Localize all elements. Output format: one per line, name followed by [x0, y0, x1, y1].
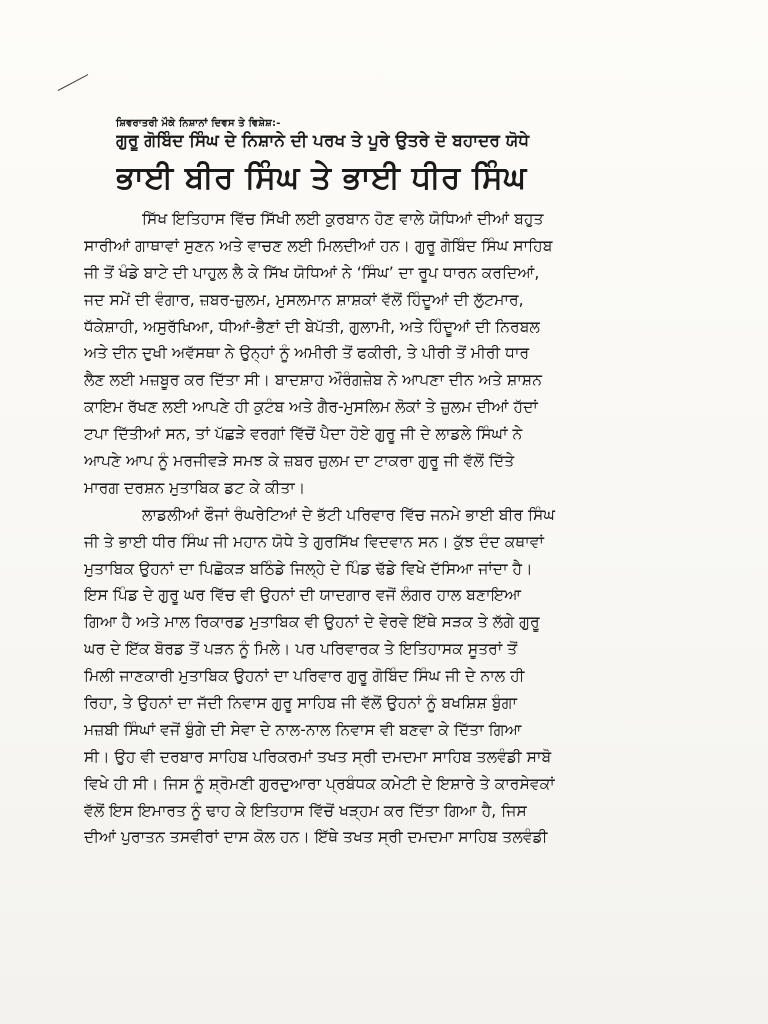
paragraph-line: ਮੁਤਾਬਿਕ ਉਹਨਾਂ ਦਾ ਪਿਛੋਕੜ ਬਠਿੰਡੇ ਜਿਲ੍ਹੇ ਦੇ ਪਿੰਡ ਢੱਡੇ ਵਿਖੇ ਦੱਸਿਆ ਜਾਂਦਾ ਹੈ।	[84, 559, 533, 578]
paragraph-line: ਲਾਡਲੀਆਂ ਫੌਜਾਂ ਰੰਘਰੇਟਿਆਂ ਦੇ ਭੱਟੀ ਪਰਿਵਾਰ ਵਿੱਚ ਜਨਮੇ ਭਾਈ ਬੀਰ ਸਿੰਘ	[142, 505, 555, 524]
paragraph-line: ਅਤੇ ਦੀਨ ਦੁਖੀ ਅਵੱਸਥਾ ਨੇ ਉਨ੍ਹਾਂ ਨੂੰ ਅਮੀਰੀ ਤੋਂ ਫਕੀਰੀ, ਤੇ ਪੀਰੀ ਤੋਂ ਮੀਰੀ ਧਾਰ	[84, 344, 530, 363]
paragraph-line: ਵੱਲੋਂ ਇਸ ਇਮਾਰਤ ਨੂੰ ਢਾਹ ਕੇ ਇਤਿਹਾਸ ਵਿੱਚੋਂ ਖੜ੍ਹਮ ਕਰ ਦਿੱਤਾ ਗਿਆ ਹੈ, ਜਿਸ	[84, 801, 527, 820]
paragraph-line: ਜਦ ਸਮੇਂ ਦੀ ਵੰਗਾਰ, ਜ਼ਬਰ-ਜ਼ੁਲਮ, ਮੁਸਲਮਾਨ ਸ਼ਾਸ਼ਕਾਂ ਵੱਲੋਂ ਹਿੰਦੂਆਂ ਦੀ ਲੁੱਟਮਾਰ,	[84, 290, 524, 309]
paragraph-line: ਦੀਆਂ ਪੁਰਾਤਨ ਤਸਵੀਰਾਂ ਦਾਸ ਕੋਲ ਹਨ। ਇੱਥੇ ਤਖਤ ਸ੍ਰੀ ਦਮਦਮਾ ਸਾਹਿਬ ਤਲਵੰਡੀ	[84, 828, 548, 847]
article-kicker: ਸ਼ਿਵਰਾਤਰੀ ਮੌਕੇ ਨਿਸ਼ਾਨਾਂ ਦਿਵਸ ਤੇ ਵਿਸ਼ੇਸ਼:-	[116, 118, 281, 129]
paragraph-line: ਟਪਾ ਦਿੱਤੀਆਂ ਸਨ, ਤਾਂ ਪੱਛੜੇ ਵਰਗਾਂ ਵਿੱਚੋਂ ਪੈਦਾ ਹੋਏ ਗੁਰੂ ਜੀ ਦੇ ਲਾਡਲੇ ਸਿੰਘਾਂ ਨੇ	[84, 425, 523, 444]
paragraph-line: ਮਜ਼ਬੀ ਸਿੰਘਾਂ ਵਜੋਂ ਬੁੰਗੇ ਦੀ ਸੇਵਾ ਦੇ ਨਾਲ-ਨਾਲ ਨਿਵਾਸ ਵੀ ਬਣਵਾ ਕੇ ਦਿੱਤਾ ਗਿਆ	[84, 720, 522, 739]
paragraph-line: ਮਿਲੀ ਜਾਣਕਾਰੀ ਮੁਤਾਬਿਕ ਉਹਨਾਂ ਦਾ ਪਰਿਵਾਰ ਗੁਰੂ ਗੋਬਿੰਦ ਸਿੰਘ ਜੀ ਦੇ ਨਾਲ ਹੀ	[84, 667, 525, 686]
paragraph-line: ਸਾਰੀਆਂ ਗਾਥਾਵਾਂ ਸੁਣਨ ਅਤੇ ਵਾਚਣ ਲਈ ਮਿਲਦੀਆਂ ਹਨ। ਗੁਰੂ ਗੋਬਿੰਦ ਸਿੰਘ ਸਾਹਿਬ	[84, 236, 553, 255]
paragraph-line: ਘਰ ਦੇ ਇੱਕ ਬੋਰਡ ਤੋਂ ਪੜਨ ਨੂੰ ਮਿਲੇ। ਪਰ ਪਰਿਵਾਰਕ ਤੇ ਇਤਿਹਾਸਕ ਸੂਤਰਾਂ ਤੋਂ	[84, 640, 518, 659]
paragraph-line: ਇਸ ਪਿੰਡ ਦੇ ਗੁਰੂ ਘਰ ਵਿੱਚ ਵੀ ਉਹਨਾਂ ਦੀ ਯਾਦਗਾਰ ਵਜੋਂ ਲੰਗਰ ਹਾਲ ਬਣਾਇਆ	[84, 586, 522, 605]
paragraph-line: ਕਾਇਮ ਰੱਖਣ ਲਈ ਆਪਣੇ ਹੀ ਕੁਟੰਬ ਅਤੇ ਗੈਰ-ਮੁਸਲਿਮ ਲੋਕਾਂ ਤੇ ਜ਼ੁਲਮ ਦੀਆਂ ਹੱਦਾਂ	[84, 398, 538, 417]
pen-mark	[58, 74, 88, 91]
paragraph-line: ਧੱਕੇਸ਼ਾਹੀ, ਅਸੁਰੱਖਿਆ, ਧੀਆਂ-ਭੈਣਾਂ ਦੀ ਬੇਪੱਤੀ, ਗੁਲਾਮੀ, ਅਤੇ ਹਿੰਦੂਆਂ ਦੀ ਨਿਰਬਲ	[84, 317, 540, 336]
article-title: ਭਾਈ ਬੀਰ ਸਿੰਘ ਤੇ ਭਾਈ ਧੀਰ ਸਿੰਘ	[116, 160, 527, 196]
paragraph-line: ਜੀ ਤੇ ਭਾਈ ਧੀਰ ਸਿੰਘ ਜੀ ਮਹਾਨ ਯੋਧੇ ਤੇ ਗੁਰਸਿੱਖ ਵਿਦਵਾਨ ਸਨ। ਕੁੱਝ ਦੰਦ ਕਥਾਵਾਂ	[84, 532, 544, 551]
paragraph-line: ਲੈਣ ਲਈ ਮਜ਼ਬੂਰ ਕਰ ਦਿੱਤਾ ਸੀ। ਬਾਦਸ਼ਾਹ ਔਰੰਗਜ਼ੇਬ ਨੇ ਆਪਣਾ ਦੀਨ ਅਤੇ ਸ਼ਾਸ਼ਨ	[84, 371, 542, 390]
article-body	[84, 206, 684, 851]
paragraph-line: ਗਿਆ ਹੈ ਅਤੇ ਮਾਲ ਰਿਕਾਰਡ ਮੁਤਾਬਿਕ ਵੀ ਉਹਨਾਂ ਦੇ ਵੇਰਵੇ ਇੱਥੇ ਸੜਕ ਤੇ ਲੱਗੇ ਗੁਰੂ	[84, 613, 540, 632]
paragraph-line: ਰਿਹਾ, ਤੇ ਉਹਨਾਂ ਦਾ ਜੱਦੀ ਨਿਵਾਸ ਗੁਰੂ ਸਾਹਿਬ ਜੀ ਵੱਲੋਂ ਉਹਨਾਂ ਨੂੰ ਬਖਸ਼ਿਸ਼ ਬੁੰਗਾ	[84, 694, 517, 713]
paragraph-2	[84, 502, 684, 852]
article-subtitle: ਗੁਰੂ ਗੋਬਿੰਦ ਸਿੰਘ ਦੇ ਨਿਸ਼ਾਨੇ ਦੀ ਪਰਖ ਤੇ ਪੂਰੇ ਉਤਰੇ ਦੋ ਬਹਾਦਰ ਯੋਧੇ	[116, 131, 530, 151]
paragraph-1	[84, 206, 684, 502]
paragraph-line: ਜੀ ਤੋਂ ਖੰਡੇ ਬਾਟੇ ਦੀ ਪਾਹੁਲ ਲੈ ਕੇ ਸਿੱਖ ਯੋਧਿਆਂ ਨੇ ‘ਸਿੰਘ’ ਦਾ ਰੂਪ ਧਾਰਨ ਕਰਦਿਆਂ,	[84, 263, 540, 282]
paragraph-line: ਆਪਣੇ ਆਪ ਨੂੰ ਮਰਜੀਵੜੇ ਸਮਝ ਕੇ ਜ਼ਬਰ ਜ਼ੁਲਮ ਦਾ ਟਾਕਰਾ ਗੁਰੂ ਜੀ ਵੱਲੋਂ ਦਿੱਤੇ	[84, 452, 515, 471]
paragraph-line: ਸਿੱਖ ਇਤਿਹਾਸ ਵਿੱਚ ਸਿੱਖੀ ਲਈ ਕੁਰਬਾਨ ਹੋਣ ਵਾਲੇ ਯੋਧਿਆਂ ਦੀਆਂ ਬਹੁਤ	[142, 210, 544, 228]
paragraph-line: ਮਾਰਗ ਦਰਸ਼ਨ ਮੁਤਾਬਿਕ ਡਟ ਕੇ ਕੀਤਾ।	[84, 478, 306, 497]
paragraph-line: ਸੀ। ਉਹ ਵੀ ਦਰਬਾਰ ਸਾਹਿਬ ਪਰਿਕਰਮਾਂ ਤਖਤ ਸ੍ਰੀ ਦਮਦਮਾ ਸਾਹਿਬ ਤਲਵੰਡੀ ਸਾਬੋ	[84, 747, 552, 766]
paragraph-line: ਵਿਖੇ ਹੀ ਸੀ। ਜਿਸ ਨੂੰ ਸ਼੍ਰੋਮਣੀ ਗੁਰਦੁਆਰਾ ਪ੍ਰਬੰਧਕ ਕਮੇਟੀ ਦੇ ਇਸ਼ਾਰੇ ਤੇ ਕਾਰਸੇਵਕਾਂ	[84, 774, 555, 793]
